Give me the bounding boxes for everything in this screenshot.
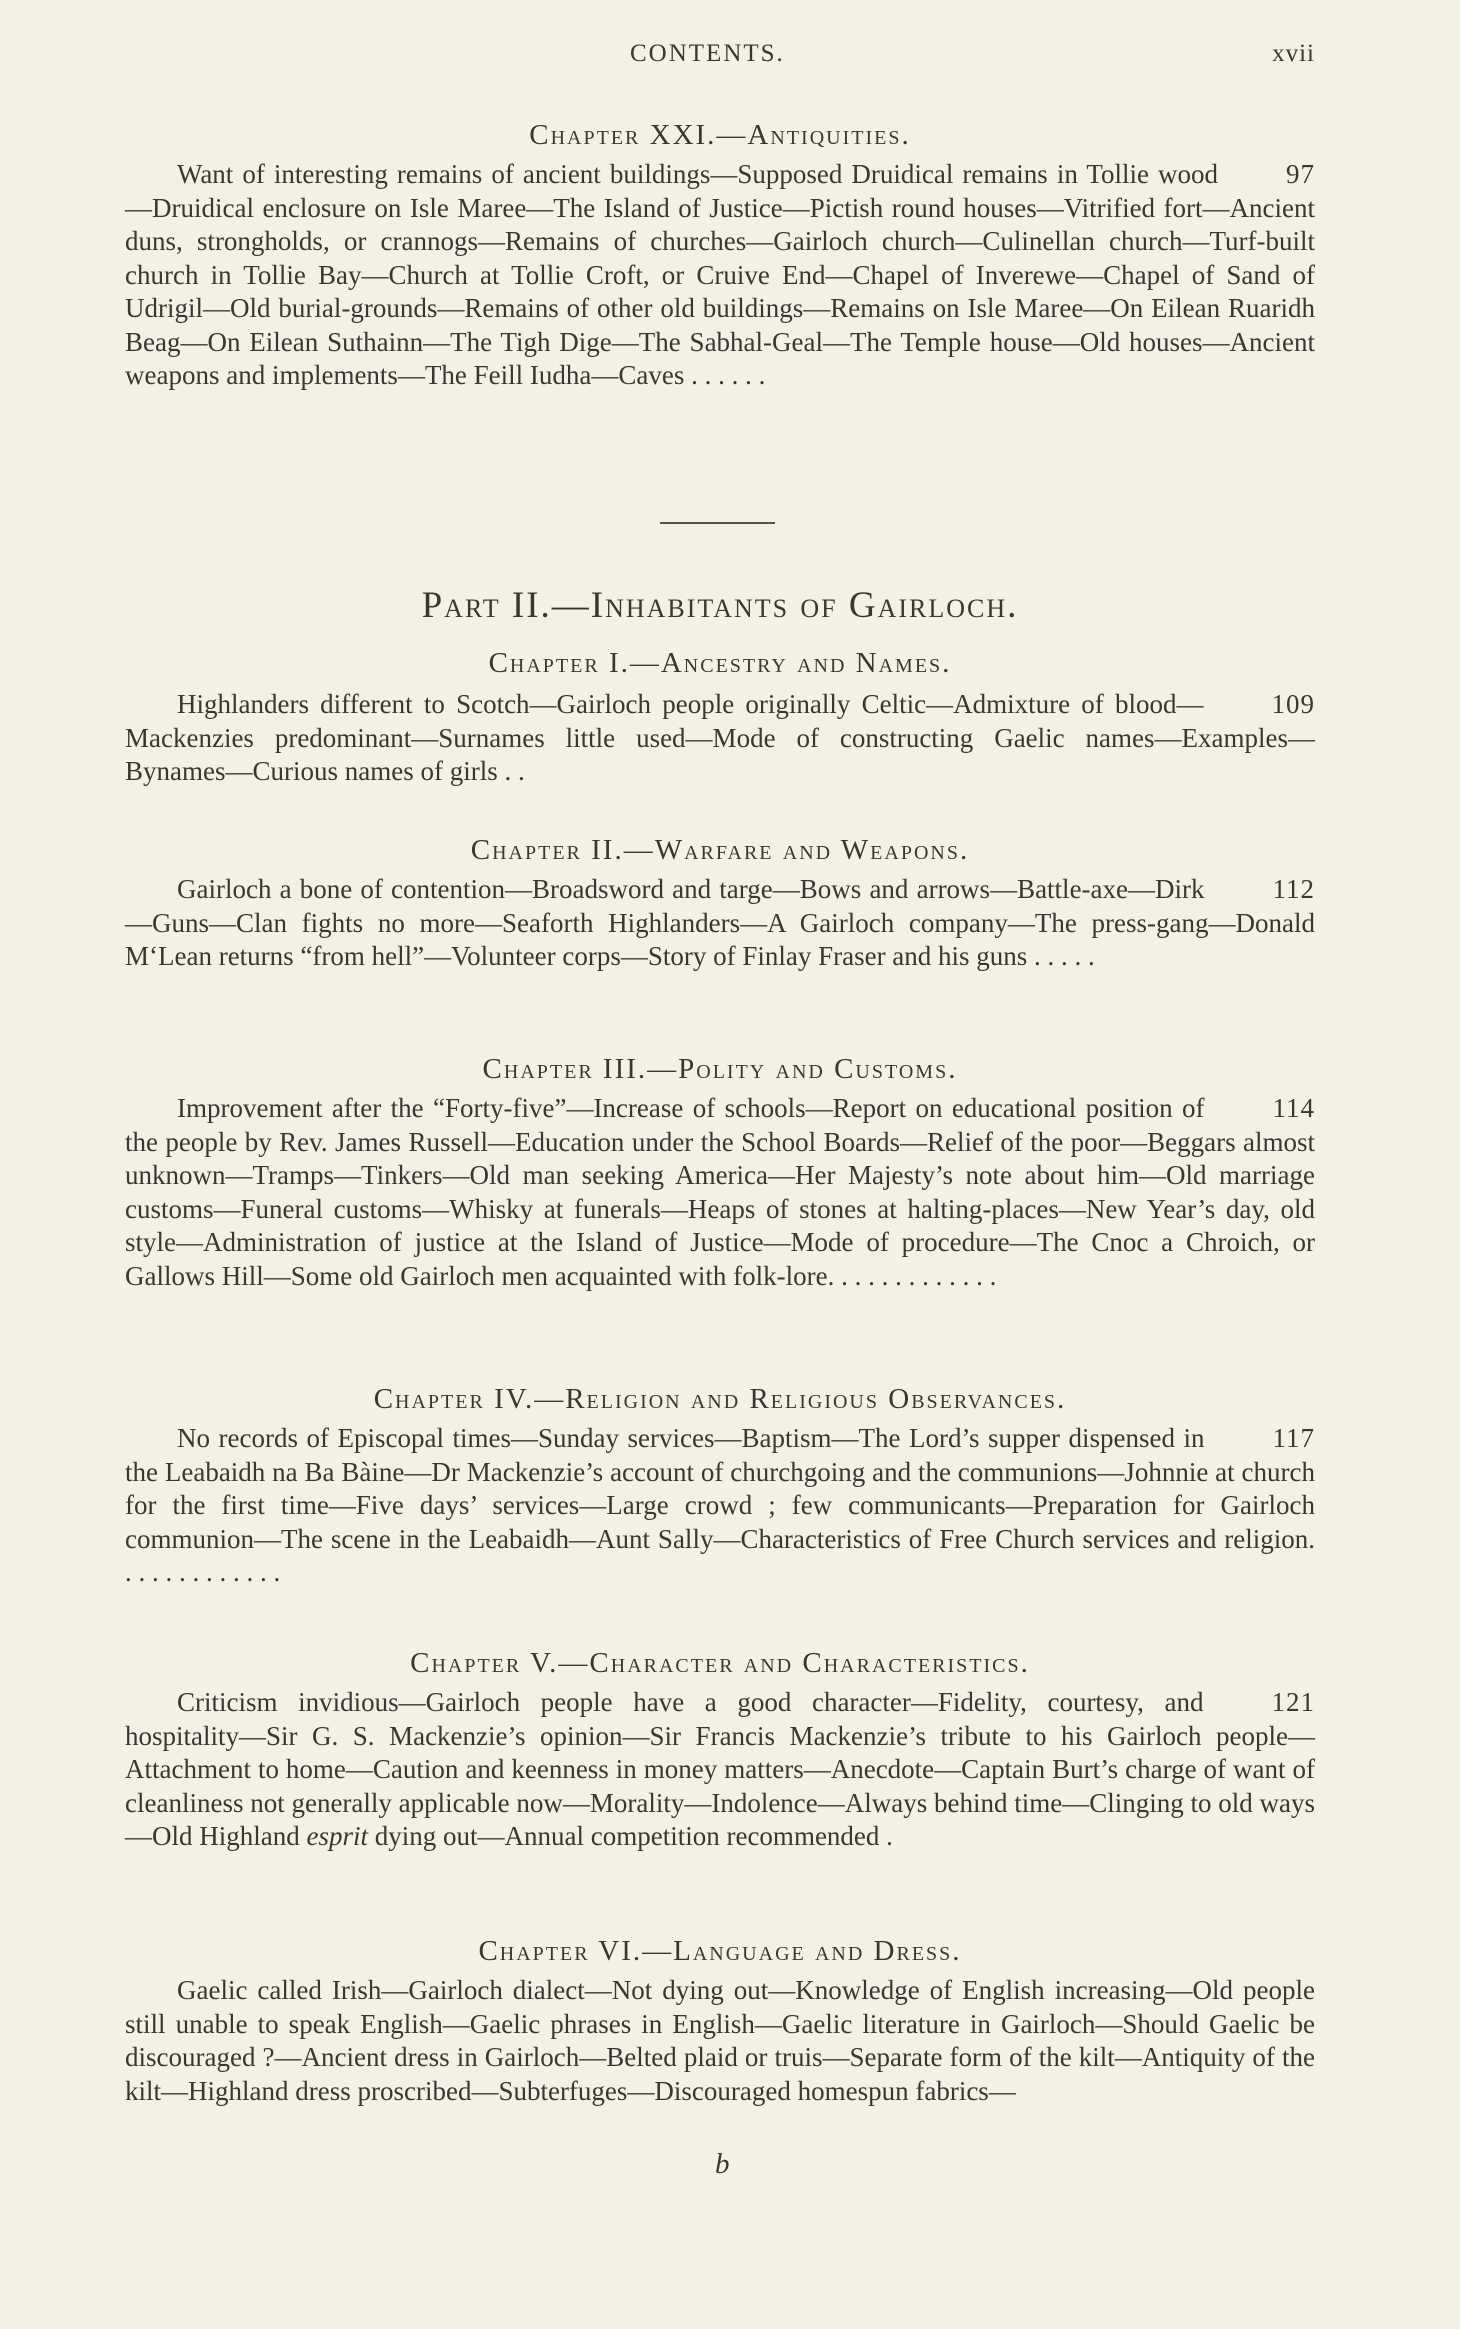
chapter-heading: Chapter V.—Character and Characteristics.: [410, 1647, 1030, 1679]
chapter-summary-text: Gaelic called Irish—Gairloch dialect—Not dying out—Knowledge of English increasing—Old people still unable to speak English—Gaelic phrases in English—Gaelic literature in Gairloch—Should Gaelic be discouraged ?—Ancient dress in Gairloch—Belted plaid or truis—Separate form of the kilt—Antiquity of the kilt—Highland dress proscribed—Subterfuges—Discouraged homespun fabrics—: [125, 1975, 1315, 2106]
chapter-summary-text-part-2: dying out—Annual competition recommended .: [368, 1821, 893, 1851]
chapter-summary-text: Highlanders different to Scotch—Gairloch people originally Celtic—Admixture of blood—Mackenzies predominant—Surnames little used—Mode of constructing Gaelic names—Examples—Bynames—Curious names of girls . .: [125, 689, 1315, 786]
chapter-21-section: [125, 118, 1315, 393]
chapter-page-number: 112: [1272, 874, 1315, 904]
chapter-summary-text-part-1: Criticism invidious—Gairloch people have a good character—Fidelity, courtesy, and hospitality—Sir G. S. Mackenzie’s opinion—Sir Francis Mackenzie’s tribute to his Gairloch people—Attachment to home—Caution and keenness in money matters—Anecdote—Captain Burt’s charge of want of cleanliness not generally applicable now—Morality—Indolence—Always behind time—Clinging to old ways—Old Highland: [125, 1687, 1315, 1851]
chapter-summary: [125, 873, 1315, 974]
chapter-page-number: 97: [1286, 159, 1315, 189]
chapter-page-number: 114: [1272, 1093, 1315, 1123]
signature-mark: b: [715, 2148, 730, 2180]
chapter-summary: [125, 1092, 1315, 1293]
chapter-page-number: 117: [1272, 1423, 1315, 1453]
chapter-summary: [125, 1686, 1315, 1854]
chapter-summary: [125, 1974, 1315, 2108]
running-head: [125, 40, 1315, 80]
chapter-summary-italic-word: esprit: [306, 1821, 369, 1851]
chapter-5-section: [125, 1646, 1315, 1854]
chapter-heading: Chapter III.—Polity and Customs.: [482, 1053, 958, 1085]
chapter-summary-text: Improvement after the “Forty-five”—Increase of schools—Report on educational position of the people by Rev. James Russell—Education under the School Boards—Relief of the poor—Beggars almost unknown—Tramps—Tinkers—Old man seeking America—Her Majesty’s note about him—Old marriage customs—Funeral customs—Whisky at funerals—Heaps of stones at halting-places—New Year’s day, old style—Administration of justice at the Island of Justice—Mode of procedure—The Cnoc a Chroich, or Gallows Hill—Some old Gairloch men acquainted with folk-lore. . . . . . . . . . . . .: [125, 1093, 1315, 1291]
chapter-4-section: [125, 1382, 1315, 1590]
part-2-heading-block: [125, 584, 1315, 628]
chapter-summary: [125, 158, 1315, 393]
chapter-2-section: [125, 833, 1315, 974]
chapter-heading: Chapter I.—Ancestry and Names.: [488, 647, 952, 679]
chapter-heading: Chapter XXI.—Antiquities.: [529, 119, 911, 151]
chapter-page-number: 109: [1271, 689, 1315, 719]
chapter-heading: Chapter II.—Warfare and Weapons.: [470, 834, 970, 866]
chapter-heading: Chapter VI.—Language and Dress.: [478, 1935, 962, 1967]
chapter-1-section: [125, 646, 1315, 789]
chapter-summary: [125, 688, 1315, 789]
chapter-3-section: [125, 1052, 1315, 1293]
page-number: xvii: [1272, 40, 1315, 67]
running-head-title: CONTENTS.: [630, 40, 785, 67]
chapter-summary-text: No records of Episcopal times—Sunday services—Baptism—The Lord’s supper dispensed in the Leabaidh na Ba Bàine—Dr Mackenzie’s account of churchgoing and the communions—Johnnie at church for the first time—Five days’ services—Large crowd ; few communicants—Preparation for Gairloch communion—The scene in the Leabaidh—Aunt Sally—Characteristics of Free Church services and religion. . . . . . . . . . . . .: [125, 1423, 1315, 1587]
part-heading: Part II.—Inhabitants of Gairloch.: [421, 585, 1019, 626]
chapter-summary-text: Want of interesting remains of ancient buildings—Supposed Druidical remains in Tollie wood—Druidical enclosure on Isle Maree—The Island of Justice—Pictish round houses—Vitrified fort—Ancient duns, strongholds, or crannogs—Remains of churches—Gairloch church—Culinellan church—Turf-built church in Tollie Bay—Church at Tollie Croft, or Cruive End—Chapel of Inverewe—Chapel of Sand of Udrigil—Old burial-grounds—Remains of other old buildings—Remains on Isle Maree—On Eilean Ruaridh Beag—On Eilean Suthainn—The Tigh Dige—The Sabhal-Geal—The Temple house—Old houses—Ancient weapons and implements—The Feill Iudha—Caves . . . . . .: [125, 159, 1315, 390]
chapter-6-section: [125, 1934, 1315, 2108]
section-divider: [660, 522, 775, 524]
chapter-summary-text: Gairloch a bone of contention—Broadsword and targe—Bows and arrows—Battle-axe—Dirk—Guns—Clan fights no more—Seaforth Highlanders—A Gairloch company—The press-gang—Donald M‘Lean returns “from hell”—Volunteer corps—Story of Finlay Fraser and his guns . . . . .: [125, 874, 1315, 971]
chapter-heading: Chapter IV.—Religion and Religious Observances.: [373, 1383, 1067, 1415]
chapter-page-number: 121: [1271, 1687, 1315, 1717]
chapter-summary: [125, 1422, 1315, 1590]
